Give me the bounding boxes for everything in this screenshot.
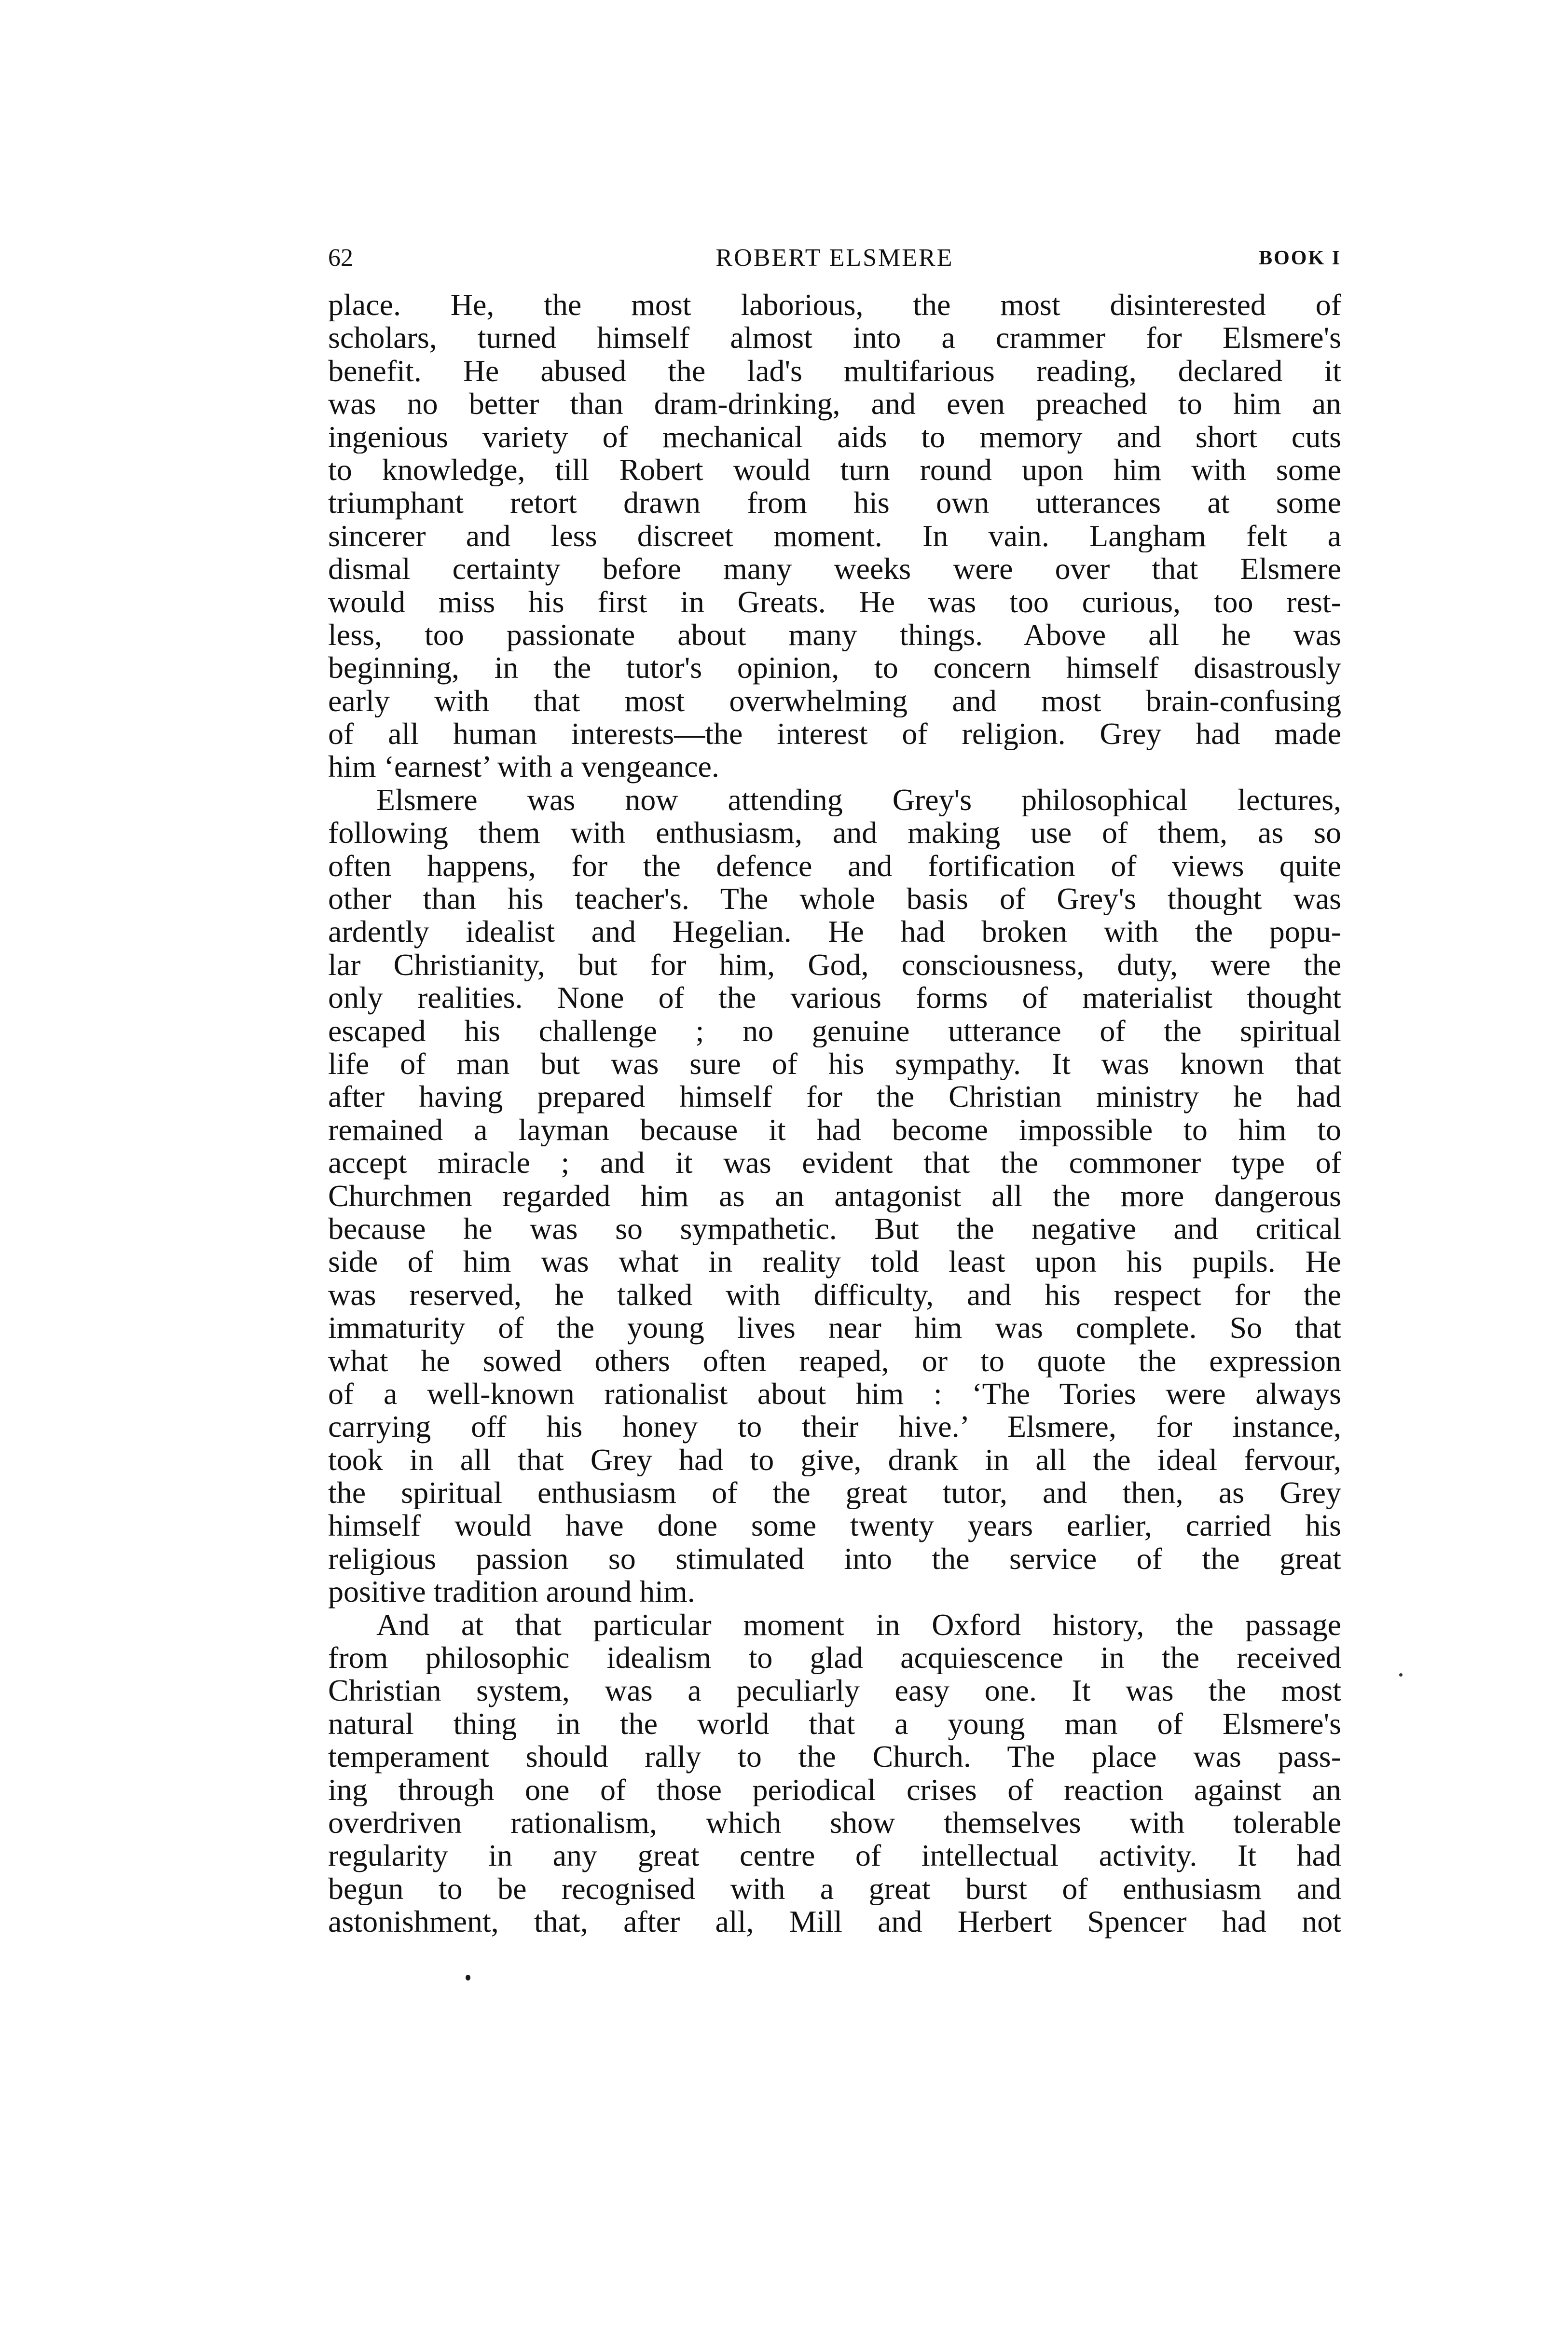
text-line: other than his teacher's. The whole basis of Grey's thought was xyxy=(328,882,1341,916)
text-line: what he sowed others often reaped, or to quote the expression xyxy=(328,1344,1341,1377)
text-line: ardently idealist and Hegelian. He had broken with the popu- xyxy=(328,915,1341,949)
text-line: benefit. He abused the lad's multifarious reading, declared it xyxy=(328,354,1341,388)
text-line: Churchmen regarded him as an antagonist all the more dangerous xyxy=(328,1179,1341,1212)
text-line: after having prepared himself for the Christian ministry he had xyxy=(328,1080,1341,1114)
text-line: temperament should rally to the Church. The place was pass- xyxy=(328,1740,1341,1774)
text-line: Elsmere was now attending Grey's philosophical lectures, xyxy=(376,783,1341,817)
text-line: And at that particular moment in Oxford history, the passage xyxy=(376,1608,1341,1642)
text-line: astonishment, that, after all, Mill and Herbert Spencer had not xyxy=(328,1905,1341,1939)
text-line: lar Christianity, but for him, God, consciousness, duty, were the xyxy=(328,948,1341,982)
text-line: ingenious variety of mechanical aids to memory and short cuts xyxy=(328,420,1341,454)
text-line: because he was so sympathetic. But the negative and critical xyxy=(328,1212,1341,1246)
text-line: Christian system, was a peculiarly easy one. It was the most xyxy=(328,1674,1341,1707)
book-label: BOOK I xyxy=(1259,247,1341,269)
text-line: following them with enthusiasm, and making use of them, as so xyxy=(328,816,1341,850)
text-line: early with that most overwhelming and most brain-confusing xyxy=(328,684,1341,718)
text-line: carrying off his honey to their hive.’ Elsmere, for instance, xyxy=(328,1410,1341,1444)
text-line: was reserved, he talked with difficulty, and his respect for the xyxy=(328,1278,1341,1312)
page-number: 62 xyxy=(328,244,353,272)
body-text xyxy=(328,289,1341,1939)
text-line: escaped his challenge ; no genuine utterance of the spiritual xyxy=(328,1014,1341,1047)
text-line: would miss his first in Greats. He was too curious, too rest- xyxy=(328,585,1341,619)
text-line: life of man but was sure of his sympathy. It was known that xyxy=(328,1047,1341,1081)
text-line: remained a layman because it had become impossible to him to xyxy=(328,1113,1341,1147)
text-line: begun to be recognised with a great burst of enthusiasm and xyxy=(328,1872,1341,1906)
text-line: ing through one of those periodical crises of reaction against an xyxy=(328,1773,1341,1806)
text-line: of a well-known rationalist about him : ‘The Tories were always xyxy=(328,1377,1341,1411)
text-line: positive tradition around him. xyxy=(328,1575,695,1609)
text-line: overdriven rationalism, which show themselves with tolerable xyxy=(328,1806,1341,1840)
text-line: immaturity of the young lives near him was complete. So that xyxy=(328,1311,1341,1345)
text-line: took in all that Grey had to give, drank in all the ideal fervour, xyxy=(328,1443,1341,1477)
print-speck xyxy=(466,1975,470,1981)
text-line: accept miracle ; and it was evident that the commoner type of xyxy=(328,1146,1341,1180)
print-speck xyxy=(1399,1673,1403,1677)
text-line: himself would have done some twenty years earlier, carried his xyxy=(328,1509,1341,1542)
text-line: only realities. None of the various forms of materialist thought xyxy=(328,981,1341,1015)
text-line: sincerer and less discreet moment. In vain. Langham felt a xyxy=(328,519,1341,553)
text-line: to knowledge, till Robert would turn round upon him with some xyxy=(328,453,1341,487)
text-line: less, too passionate about many things. Above all he was xyxy=(328,618,1341,652)
text-line: from philosophic idealism to glad acquiescence in the received xyxy=(328,1641,1341,1675)
text-line: scholars, turned himself almost into a crammer for Elsmere's xyxy=(328,321,1341,355)
text-line: often happens, for the defence and fortification of views quite xyxy=(328,849,1341,883)
text-line: him ‘earnest’ with a vengeance. xyxy=(328,750,719,784)
text-line: side of him was what in reality told least upon his pupils. He xyxy=(328,1245,1341,1279)
text-line: triumphant retort drawn from his own utterances at some xyxy=(328,486,1341,520)
text-line: place. He, the most laborious, the most disinterested of xyxy=(328,289,1341,322)
text-line: dismal certainty before many weeks were over that Elsmere xyxy=(328,552,1341,586)
running-head xyxy=(328,241,1341,275)
text-line: was no better than dram-drinking, and even preached to him an xyxy=(328,387,1341,421)
text-line: the spiritual enthusiasm of the great tutor, and then, as Grey xyxy=(328,1476,1341,1510)
text-line: beginning, in the tutor's opinion, to concern himself disastrously xyxy=(328,651,1341,685)
book-title: ROBERT ELSMERE xyxy=(715,244,954,272)
text-line: of all human interests—the interest of religion. Grey had made xyxy=(328,717,1341,751)
text-line: natural thing in the world that a young man of Elsmere's xyxy=(328,1707,1341,1741)
text-line: regularity in any great centre of intellectual activity. It had xyxy=(328,1839,1341,1872)
text-line: religious passion so stimulated into the service of the great xyxy=(328,1542,1341,1576)
